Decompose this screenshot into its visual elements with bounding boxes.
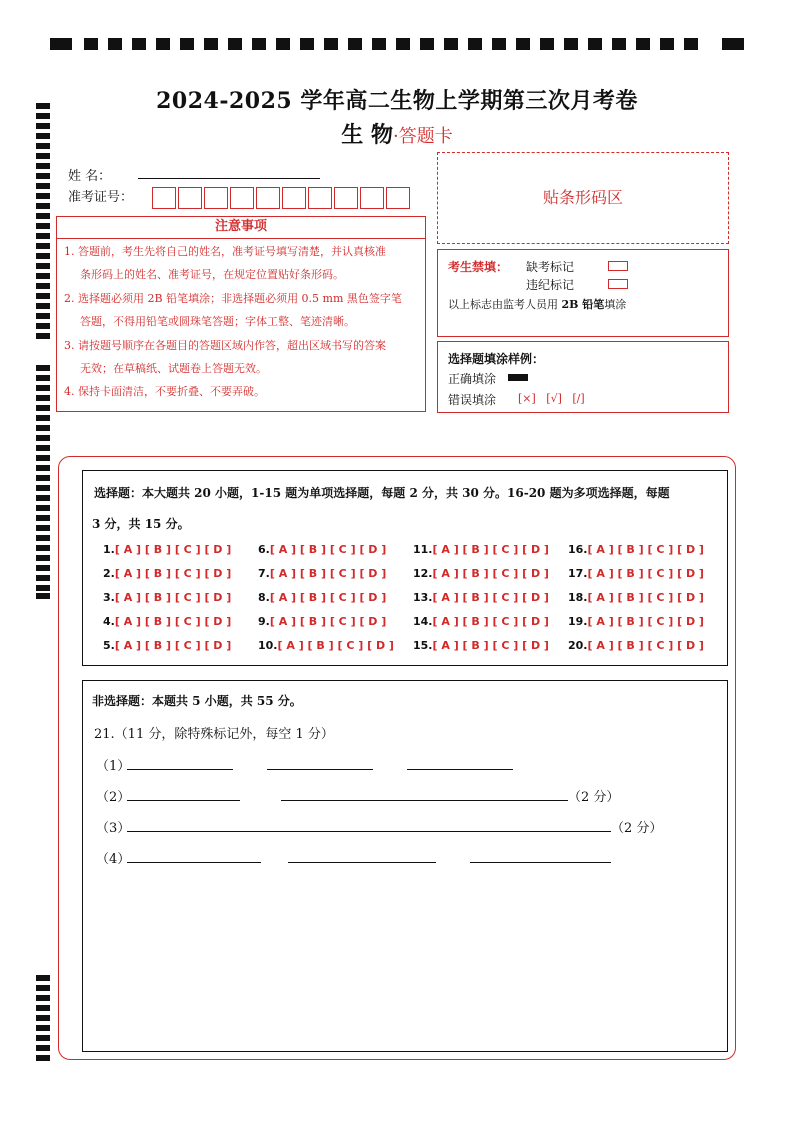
- notice-item-1-cont: 条形码上的姓名、准考证号，在规定位置贴好条形码。: [80, 268, 344, 281]
- choice-q17[interactable]: [568, 567, 704, 580]
- choice-q11[interactable]: [413, 543, 549, 556]
- choice-number: 17.: [568, 567, 588, 580]
- choice-q13[interactable]: [413, 591, 549, 604]
- choice-options[interactable]: [ A ] [ B ] [ C ] [ D ]: [269, 615, 387, 628]
- choice-options[interactable]: [ A ] [ B ] [ C ] [ D ]: [277, 639, 394, 652]
- choice-q6[interactable]: [258, 543, 386, 556]
- choice-number: 20.: [568, 639, 588, 652]
- choice-options[interactable]: [ A ] [ B ] [ C ] [ D ]: [587, 567, 704, 580]
- choice-q20[interactable]: [568, 639, 704, 652]
- choice-options[interactable]: [ A ] [ B ] [ C ] [ D ]: [432, 639, 549, 652]
- choice-options[interactable]: [ A ] [ B ] [ C ] [ D ]: [269, 591, 387, 604]
- choice-number: 7.: [258, 567, 270, 580]
- answer-card-label: ·答题卡: [392, 126, 453, 147]
- barcode-area: [437, 152, 729, 244]
- wrong-fill-marks: [×] [√] [/]: [518, 392, 585, 405]
- choice-q12[interactable]: [413, 567, 549, 580]
- name-field[interactable]: [138, 178, 320, 179]
- choice-number: 15.: [413, 639, 433, 652]
- choice-number: 8.: [258, 591, 270, 604]
- choice-q8[interactable]: [258, 591, 386, 604]
- choice-options[interactable]: [ A ] [ B ] [ C ] [ D ]: [114, 591, 232, 604]
- choice-q10[interactable]: [258, 639, 394, 652]
- wrong-fill-label: 错误填涂: [448, 393, 497, 407]
- q21-1-blank-3[interactable]: [407, 769, 513, 770]
- top-timing-marks: [50, 38, 744, 52]
- choice-q3[interactable]: [103, 591, 231, 604]
- forbidden-note: 以上标志由监考人员用 2B 铅笔填涂: [448, 298, 627, 311]
- choice-q19[interactable]: [568, 615, 704, 628]
- notice-item-1: 1. 答题前，考生先将自己的姓名，准考证号填写清楚，并认真核准: [64, 245, 386, 258]
- q21-4-blank-1[interactable]: [127, 862, 261, 863]
- choice-q16[interactable]: [568, 543, 704, 556]
- choice-q14[interactable]: [413, 615, 549, 628]
- choice-intro-1: 选择题：本大题共 20 小题，1-15 题为单项选择题，每题 2 分，共 30 分。16-20 题为多项选择题，每题: [94, 486, 670, 500]
- choice-options[interactable]: [ A ] [ B ] [ C ] [ D ]: [114, 615, 232, 628]
- choice-options[interactable]: [ A ] [ B ] [ C ] [ D ]: [114, 543, 232, 556]
- notice-item-2-cont: 答题，不得用铅笔或圆珠笔答题；字体工整、笔迹清晰。: [80, 315, 355, 328]
- choice-number: 19.: [568, 615, 588, 628]
- choice-number: 9.: [258, 615, 270, 628]
- nonchoice-intro: 非选择题：本题共 5 小题，共 55 分。: [92, 694, 302, 708]
- exam-id-label: 准考证号：: [68, 190, 134, 205]
- q21-2-blank-1[interactable]: [127, 800, 240, 801]
- choice-number: 1.: [103, 543, 115, 556]
- choice-options[interactable]: [ A ] [ B ] [ C ] [ D ]: [269, 543, 387, 556]
- choice-intro-2: 3 分，共 15 分。: [92, 517, 190, 531]
- fill-sample-title: 选择题填涂样例：: [448, 352, 545, 366]
- q21-4-blank-3[interactable]: [470, 862, 611, 863]
- choice-options[interactable]: [ A ] [ B ] [ C ] [ D ]: [432, 615, 549, 628]
- choice-q7[interactable]: [258, 567, 386, 580]
- q21-2-score: （2 分）: [568, 790, 620, 805]
- choice-options[interactable]: [ A ] [ B ] [ C ] [ D ]: [587, 615, 704, 628]
- choice-number: 18.: [568, 591, 588, 604]
- notice-item-4: 4. 保持卡面清洁，不要折叠、不要弄破。: [64, 385, 265, 398]
- choice-options[interactable]: [ A ] [ B ] [ C ] [ D ]: [114, 567, 232, 580]
- choice-options[interactable]: [ A ] [ B ] [ C ] [ D ]: [269, 567, 387, 580]
- choice-number: 16.: [568, 543, 588, 556]
- forbidden-box: [437, 249, 729, 337]
- choice-q9[interactable]: [258, 615, 386, 628]
- page-title: 2024-2025 学年高二生物上学期第三次月考卷: [156, 88, 638, 114]
- choice-q4[interactable]: [103, 615, 231, 628]
- q21-1-blank-2[interactable]: [267, 769, 373, 770]
- notice-title: 注意事项: [56, 216, 426, 239]
- q21-part4-label: （4）: [96, 852, 131, 867]
- choice-options[interactable]: [ A ] [ B ] [ C ] [ D ]: [114, 639, 232, 652]
- choice-number: 11.: [413, 543, 433, 556]
- choice-number: 2.: [103, 567, 115, 580]
- choice-q2[interactable]: [103, 567, 231, 580]
- absent-mark-label: 缺考标记: [526, 260, 575, 274]
- notice-item-3-cont: 无效；在草稿纸、试题卷上答题无效。: [80, 362, 267, 375]
- choice-q1[interactable]: [103, 543, 231, 556]
- choice-number: 4.: [103, 615, 115, 628]
- q21-1-blank-1[interactable]: [127, 769, 233, 770]
- choice-number: 10.: [258, 639, 278, 652]
- choice-number: 14.: [413, 615, 433, 628]
- q21-title: 21.（11 分，除特殊标记外，每空 1 分）: [94, 727, 334, 742]
- choice-options[interactable]: [ A ] [ B ] [ C ] [ D ]: [432, 543, 549, 556]
- violation-mark-box[interactable]: [608, 279, 628, 289]
- choice-q18[interactable]: [568, 591, 704, 604]
- q21-part2-label: （2）: [96, 790, 131, 805]
- subject-name: 生 物: [341, 122, 393, 148]
- subject-title: [0, 118, 794, 149]
- choice-number: 5.: [103, 639, 115, 652]
- choice-number: 6.: [258, 543, 270, 556]
- fill-sample-box: [437, 341, 729, 413]
- notice-item-3: 3. 请按题号顺序在各题目的答题区域内作答，超出区域书写的答案: [64, 339, 386, 352]
- forbidden-title: 考生禁填：: [448, 260, 509, 274]
- choice-options[interactable]: [ A ] [ B ] [ C ] [ D ]: [587, 591, 704, 604]
- q21-2-blank-2[interactable]: [281, 800, 568, 801]
- choice-number: 12.: [413, 567, 433, 580]
- choice-q5[interactable]: [103, 639, 231, 652]
- q21-4-blank-2[interactable]: [288, 862, 436, 863]
- correct-fill-label: 正确填涂: [448, 372, 497, 386]
- name-label: 姓 名：: [68, 169, 112, 184]
- q21-part1-label: （1）: [96, 759, 131, 774]
- choice-q15[interactable]: [413, 639, 549, 652]
- choice-options[interactable]: [ A ] [ B ] [ C ] [ D ]: [587, 639, 704, 652]
- q21-part3-label: （3）: [96, 821, 131, 836]
- choice-options[interactable]: [ A ] [ B ] [ C ] [ D ]: [432, 591, 549, 604]
- choice-number: 3.: [103, 591, 115, 604]
- absent-mark-box[interactable]: [608, 261, 628, 271]
- correct-fill-mark: [508, 374, 528, 381]
- violation-mark-label: 违纪标记: [526, 278, 575, 292]
- q21-3-score: （2 分）: [611, 821, 663, 836]
- choice-options[interactable]: [ A ] [ B ] [ C ] [ D ]: [587, 543, 704, 556]
- choice-number: 13.: [413, 591, 433, 604]
- barcode-label: 贴条形码区: [542, 188, 623, 207]
- choice-options[interactable]: [ A ] [ B ] [ C ] [ D ]: [432, 567, 549, 580]
- q21-3-blank[interactable]: [127, 831, 611, 832]
- notice-item-2: 2. 选择题必须用 2B 铅笔填涂；非选择题必须用 0.5 mm 黑色签字笔: [64, 292, 402, 305]
